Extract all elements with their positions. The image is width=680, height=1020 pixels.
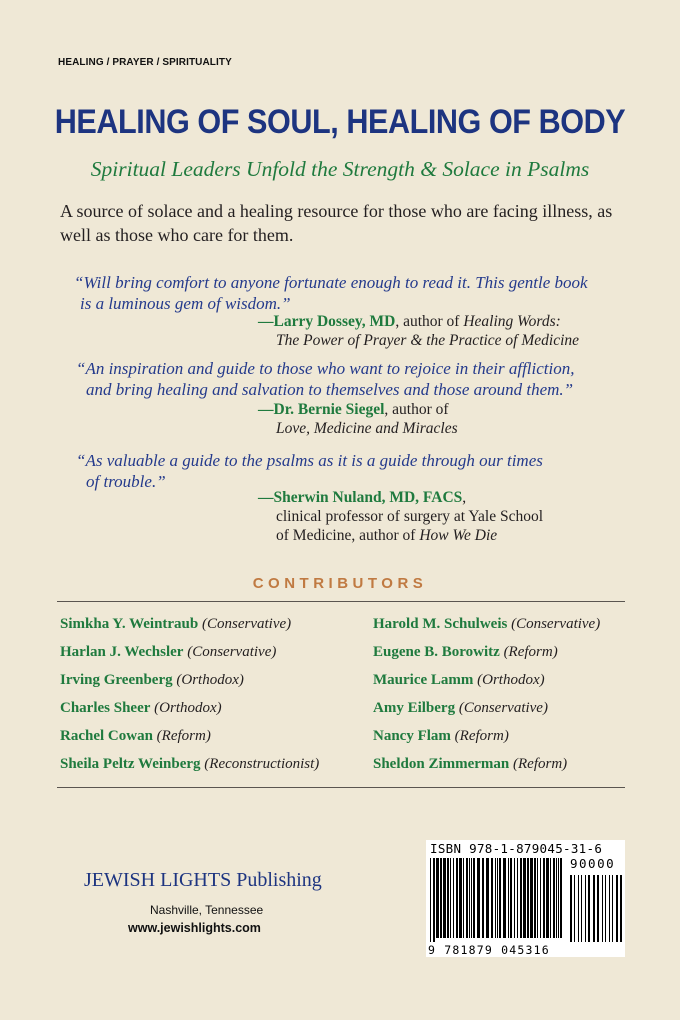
quote-3-line-1: “As valuable a guide to the psalms as it is a guide through our times: [76, 451, 543, 470]
contributors-right-column: [373, 610, 600, 778]
quote-2-author: Dr. Bernie Siegel: [273, 401, 385, 418]
contributors-left-column: [60, 610, 319, 778]
quote-2-work: Love, Medicine and Miracles: [276, 420, 458, 437]
contributor: Rachel Cowan (Reform): [60, 728, 211, 744]
attribution-dash: —: [258, 401, 274, 418]
isbn-number: ISBN 978-1-879045-31-6: [430, 841, 603, 856]
publisher-name: JEWISH LIGHTS Publishing: [84, 869, 322, 891]
contributor: Harold M. Schulweis (Conservative): [373, 616, 601, 632]
price-code: 90000: [570, 856, 616, 871]
book-title: HEALING OF SOUL, HEALING OF BODY: [54, 103, 626, 141]
attribution-dash: —: [258, 313, 274, 330]
quote-3-credential-line-2: [276, 526, 497, 546]
quote-1-work-line-2: [276, 331, 579, 351]
quote-3-work: How We Die: [419, 527, 498, 544]
contributor: Charles Sheer (Orthodox): [60, 700, 222, 716]
quote-1-work: Healing Words:: [463, 313, 561, 330]
category-labels: HEALING / PRAYER / SPIRITUALITY: [58, 57, 232, 68]
quote-3-author: Sherwin Nuland, MD, FACS: [273, 489, 463, 506]
attribution-connector: , author of: [384, 401, 449, 418]
contributors-top-rule: [57, 601, 625, 602]
quote-3-credential: clinical professor of surgery at Yale School: [276, 508, 544, 525]
contributor: Simkha Y. Weintraub (Conservative): [60, 616, 292, 632]
quote-3-attribution: [258, 488, 466, 508]
contributor: Sheldon Zimmerman (Reform): [373, 756, 568, 772]
attribution-comma: ,: [462, 489, 467, 506]
quote-2-line-1: “An inspiration and guide to those who want to rejoice in their affliction,: [76, 359, 575, 378]
contributor: Nancy Flam (Reform): [373, 728, 509, 744]
attribution-connector: , author of: [395, 313, 464, 330]
contributors-heading: CONTRIBUTORS: [252, 575, 428, 592]
quote-1-line-2: is a luminous gem of wisdom.”: [80, 294, 291, 313]
ean-number: 9 781879 045316: [428, 943, 550, 957]
quote-2-attribution: [258, 400, 449, 420]
quote-1-attribution: [258, 312, 561, 332]
quote-1-line-1: “Will bring comfort to anyone fortunate enough to read it. This gentle book: [74, 273, 588, 292]
credential-prefix: of Medicine, author of: [276, 527, 420, 544]
publisher-city: Nashville, Tennessee: [150, 903, 264, 917]
quote-3-line-2: of trouble.”: [86, 472, 166, 491]
contributor: Maurice Lamm (Orthodox): [373, 672, 545, 688]
contributor: Amy Eilberg (Conservative): [373, 700, 548, 716]
contributors-bottom-rule: [57, 787, 625, 788]
intro-blurb: A source of solace and a healing resource for those who are facing illness, as well as those who care for them.: [60, 201, 613, 245]
book-subtitle: Spiritual Leaders Unfold the Strength & Solace in Psalms: [90, 157, 590, 181]
attribution-dash: —: [258, 489, 274, 506]
contributor: Eugene B. Borowitz (Reform): [373, 644, 558, 660]
quote-2-line-2: and bring healing and salvation to themselves and those around them.”: [86, 380, 574, 399]
contributor: Sheila Peltz Weinberg (Reconstructionist): [60, 756, 320, 772]
contributor: Irving Greenberg (Orthodox): [60, 672, 244, 688]
quote-2-work-line: [276, 419, 458, 439]
quote-1-work-subtitle: The Power of Prayer & the Practice of Medicine: [276, 332, 580, 349]
quote-1-author: Larry Dossey, MD: [273, 313, 396, 330]
contributor: Harlan J. Wechsler (Conservative): [60, 644, 277, 660]
publisher-url: www.jewishlights.com: [128, 921, 261, 935]
